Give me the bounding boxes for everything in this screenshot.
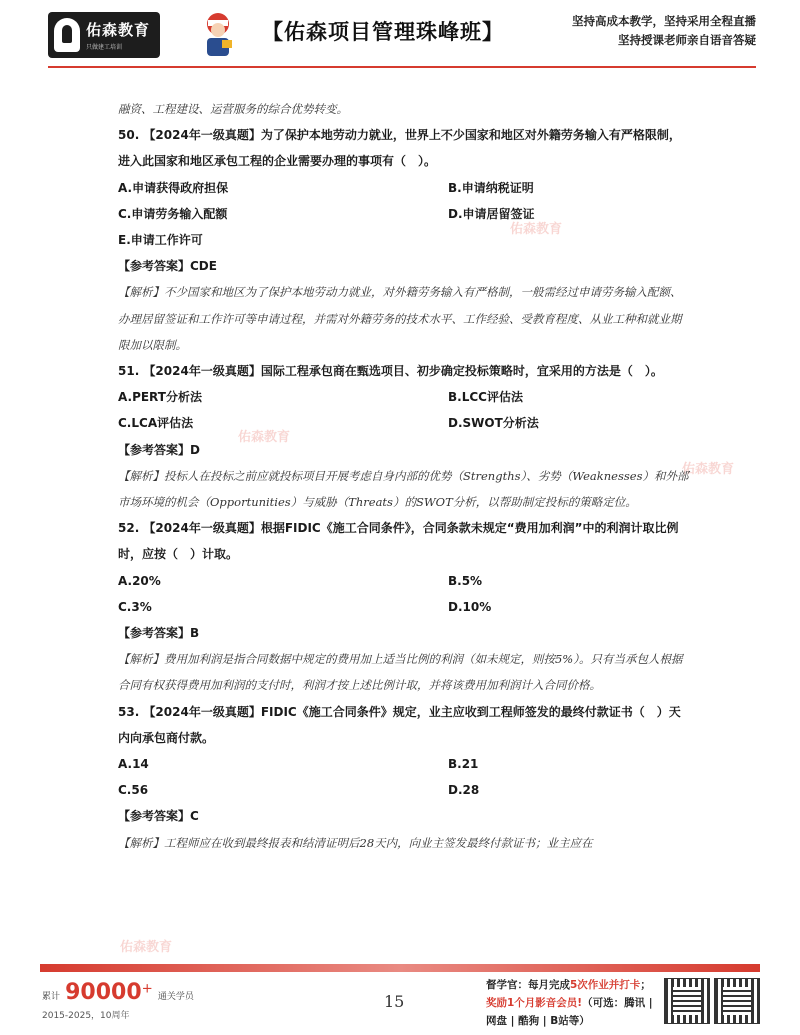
page-header [0,0,800,90]
years-label: 2015-2025，10周年 [42,1011,130,1021]
option-item: D.10% [448,599,492,614]
question-stem: 50. 【2024年一级真题】为了保护本地劳动力就业，世界上不少国家和地区对外籍劳务输入有严格限制，进入此国家和地区承包工程的企业需要办理的事项有（ ）。 [118,128,681,169]
question-stem: 51. 【2024年一级真题】国际工程承包商在甄选项目、初步确定投标策略时，宜采用的方法是（ ）。 [118,364,663,379]
qr-code-icon [714,978,760,1024]
footer-stats [42,980,222,1021]
options-list [118,175,690,254]
option-item: C.3% [118,599,152,614]
question-stem: 53. 【2024年一级真题】FIDIC《施工合同条件》规定，业主应收到工程师签发的最终付款证书（ ）天内向承包商付款。 [118,704,681,745]
options-list [118,384,690,436]
option-item: C.申请劳务输入配额 [118,206,228,221]
page-number: 15 [384,992,405,1011]
slogan-line: 坚持授课老师亲自语音答疑 [618,33,756,47]
stat-plus: + [141,981,153,997]
watermark: 佑森教育 [682,462,735,477]
logo-subtitle: 只做建工培训 [86,44,123,51]
brand-logo [48,12,160,58]
slogan-line: 坚持高成本教学，坚持采用全程直播 [572,14,756,28]
logo-name: 佑森教育 [86,21,151,39]
question-block [118,358,690,515]
promo-highlight: 5次作业并打卡 [570,979,641,991]
option-item: A.申请获得政府担保 [118,180,229,195]
option-item: D.SWOT分析法 [448,416,539,431]
promo-highlight: 奖励1个月影音会员! [486,997,583,1009]
promo-text: ； [640,979,651,991]
option-item: C.LCA评估法 [118,416,194,431]
option-item: E.申请工作许可 [118,233,203,248]
mascot-icon [200,10,236,60]
header-slogan [572,12,756,50]
promo-text: 督学官：每月完成 [486,979,570,991]
explanation: 【解析】投标人在投标之前应就投标项目开展考虑自身内部的优势（Strengths）、劣势（Weaknesses）和外部市场环境的机会（Opportunities）与威胁（Threats）的SWOT分析，以帮助制定投标的策略定位。 [118,468,689,510]
footer-promo [486,976,664,1030]
question-block [118,699,690,856]
logo-icon [54,18,80,52]
question-stem: 52. 【2024年一级真题】根据FIDIC《施工合同条件》，合同条款未规定“费用加利润”中的利润计取比例时，应按（ ）计取。 [118,521,679,562]
question-block [118,515,690,698]
promo-text: （可选：腾讯 | 网盘 | 酷狗 | B站等） [486,997,653,1027]
intro-text: 融资、工程建设、运营服务的综合优势转变。 [118,102,348,116]
option-item: B.21 [448,757,479,772]
option-item: A.14 [118,757,149,772]
option-item: A.20% [118,573,161,588]
option-item: B.LCC评估法 [448,390,523,405]
options-list [118,751,690,803]
document-body [118,96,690,856]
option-item: B.申请纳税证明 [448,180,534,195]
stat-suffix: 通关学员 [157,992,194,1002]
answer-line: 【参考答案】D [118,442,200,457]
option-item: D.28 [448,783,480,798]
question-block [118,122,690,358]
watermark: 佑森教育 [120,940,173,955]
header-divider [48,66,756,68]
option-item: D.申请居留签证 [448,206,535,221]
explanation: 【解析】不少国家和地区为了保护本地劳动力就业，对外籍劳务输入有严格制，一般需经过申请劳务输入配额、办理居留签证和工作许可等申请过程，并需对外籍劳务的技术水平、工作经验、受教育程度、从业工种和就业期限加以限制。 [118,285,682,352]
qr-code-icon [664,978,710,1024]
option-item: B.5% [448,573,483,588]
watermark: 佑森教育 [510,222,563,237]
explanation: 【解析】费用加利润是指合同数据中规定的费用加上适当比例的利润（如未规定，则按5%）。只有当承包人根据合同有权获得费用加利润的支付时，利润才按上述比例计取，并将该费用加利润计入合同价格。 [118,652,683,693]
answer-line: 【参考答案】B [118,626,200,641]
options-list [118,568,690,620]
page-title: 【佑森项目管理珠峰班】 [262,20,504,44]
watermark: 佑森教育 [238,430,291,445]
option-item: C.56 [118,783,149,798]
explanation: 【解析】工程师应在收到最终报表和结清证明后28天内，向业主签发最终付款证书；业主应在 [118,835,593,850]
stat-number: 90000 [65,980,142,1005]
option-item: A.PERT分析法 [118,390,202,405]
stat-prefix: 累计 [42,992,61,1002]
answer-line: 【参考答案】CDE [118,259,217,274]
answer-line: 【参考答案】C [118,809,199,824]
footer-divider [40,964,760,972]
